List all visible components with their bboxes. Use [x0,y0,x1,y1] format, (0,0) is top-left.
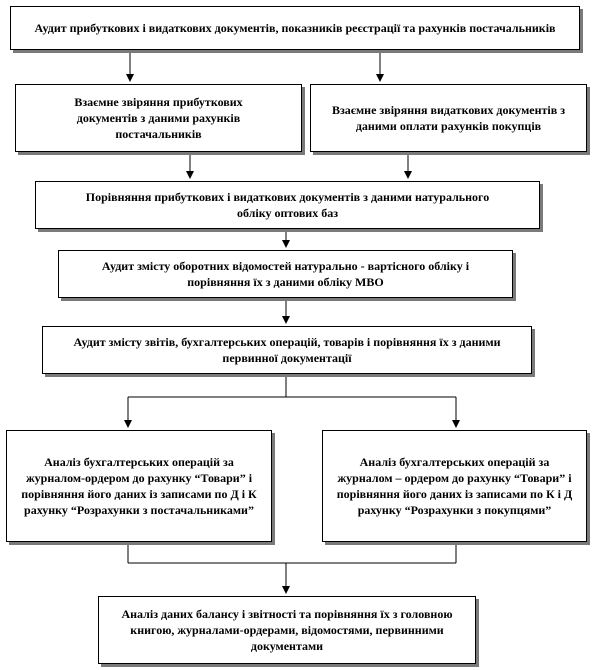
split-connector [128,374,456,427]
box-compare-outgoing-label: Взаємне звіряння видаткових документів з даними оплати рахунків покупців [331,103,566,133]
box-analysis-buyers-label: Аналіз бухгалтерських операцій за журналом – ордером до рахунку “Товари” і порівняння його даних із записами по К і Д рахунку “Розрахунки з покупцями” [336,455,573,517]
box-analysis-suppliers-label: Аналіз бухгалтерських операцій за журналом-ордером до рахунку “Товари” і порівняння його даних із записами по Д і К рахунку “Розрахунки з постачальниками” [21,455,257,517]
box-audit-reports-label: Аудит змісту звітів, бухгалтерських операцій, товарів і порівняння їх з даними первинної документації [73,335,501,365]
box-compare-incoming [15,84,302,152]
box-compare-incoming-label: Взаємне звіряння прибуткових документів з даними рахунків постачальників [74,95,243,141]
box-compare-natural [35,181,540,229]
box-audit-documents-label: Аудит прибуткових і видаткових документів, показників реєстрації та рахунків постачальників [34,21,556,35]
box-analysis-buyers [322,430,587,542]
box-analysis-balance-label: Аналіз даних балансу і звітності та порівняння їх з головною книгою, журналами-ордерами, відомостями, первинними документами [121,607,453,653]
box-analysis-balance [98,596,476,664]
box-compare-outgoing [310,84,587,152]
merge-connector [128,542,456,593]
box-analysis-suppliers [6,430,272,542]
box-audit-statements-label: Аудит змісту оборотних відомостей натурально - вартісного обліку і порівняння їх з даними обліку МВО [101,259,470,289]
box-audit-documents [10,6,580,50]
box-audit-statements [58,250,513,298]
box-compare-natural-label: Порівняння прибуткових і видаткових документів з даними натурального обліку оптових баз [85,190,490,220]
box-audit-reports [42,326,532,374]
